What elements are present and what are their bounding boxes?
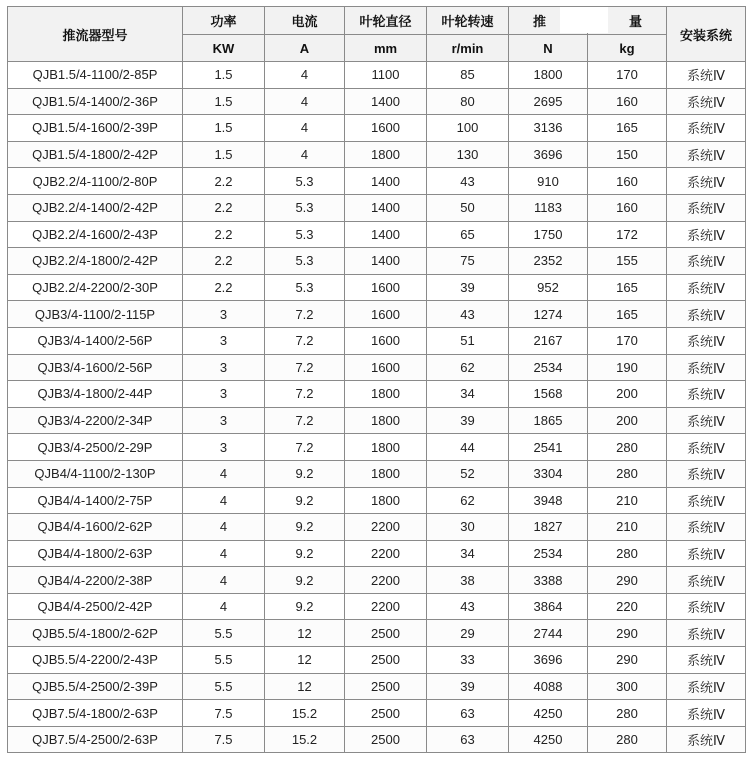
cell-weight: 290: [588, 647, 667, 674]
cell-model: QJB3/4-1800/2-44P: [8, 381, 183, 408]
table-row: [8, 194, 746, 221]
cell-thrust: 1800: [509, 62, 588, 89]
cell-power: 1.5: [183, 141, 265, 168]
cell-model: QJB4/4-2500/2-42P: [8, 593, 183, 620]
cell-thrust: 3304: [509, 460, 588, 487]
cell-speed: 62: [427, 354, 509, 381]
cell-thrust: 1274: [509, 301, 588, 328]
unit-weight: kg: [588, 35, 667, 62]
table-row: [8, 567, 746, 594]
cell-model: QJB2.2/4-1100/2-80P: [8, 168, 183, 195]
cell-power: 5.5: [183, 673, 265, 700]
table-row: [8, 354, 746, 381]
cell-weight: 280: [588, 700, 667, 727]
cell-diameter: 1400: [345, 88, 427, 115]
cell-model: QJB2.2/4-1400/2-42P: [8, 194, 183, 221]
cell-speed: 63: [427, 700, 509, 727]
cell-thrust: 2534: [509, 354, 588, 381]
cell-weight: 160: [588, 168, 667, 195]
table-row: [8, 301, 746, 328]
cell-model: QJB1.5/4-1600/2-39P: [8, 115, 183, 142]
cell-system: 系统Ⅳ: [667, 434, 746, 461]
table-row: [8, 700, 746, 727]
header-diameter: 叶轮直径: [345, 7, 427, 35]
cell-weight: 200: [588, 381, 667, 408]
header-current: 电流: [265, 7, 345, 35]
cell-power: 4: [183, 540, 265, 567]
cell-diameter: 1800: [345, 460, 427, 487]
cell-speed: 63: [427, 726, 509, 753]
header-row-names: [8, 7, 746, 35]
cell-weight: 155: [588, 248, 667, 275]
cell-power: 7.5: [183, 726, 265, 753]
cell-speed: 39: [427, 673, 509, 700]
cell-power: 4: [183, 593, 265, 620]
table-row: [8, 381, 746, 408]
cell-system: 系统Ⅳ: [667, 381, 746, 408]
cell-thrust: 2541: [509, 434, 588, 461]
cell-diameter: 1600: [345, 327, 427, 354]
cell-thrust: 3388: [509, 567, 588, 594]
cell-current: 4: [265, 88, 345, 115]
cell-current: 7.2: [265, 434, 345, 461]
cell-power: 4: [183, 487, 265, 514]
table-row: [8, 620, 746, 647]
cell-diameter: 1400: [345, 168, 427, 195]
cell-speed: 65: [427, 221, 509, 248]
cell-system: 系统Ⅳ: [667, 62, 746, 89]
unit-power: KW: [183, 35, 265, 62]
cell-weight: 220: [588, 593, 667, 620]
cell-current: 9.2: [265, 487, 345, 514]
cell-power: 3: [183, 301, 265, 328]
header-power: 功率: [183, 7, 265, 35]
cell-thrust: 2534: [509, 540, 588, 567]
cell-thrust: 1750: [509, 221, 588, 248]
cell-speed: 43: [427, 593, 509, 620]
cell-weight: 300: [588, 673, 667, 700]
unit-thrust: N: [509, 35, 588, 62]
cell-current: 5.3: [265, 248, 345, 275]
table-row: [8, 673, 746, 700]
table-row: [8, 487, 746, 514]
cell-power: 2.2: [183, 221, 265, 248]
cell-thrust: 2695: [509, 88, 588, 115]
cell-weight: 172: [588, 221, 667, 248]
cell-thrust: 952: [509, 274, 588, 301]
cell-model: QJB1.5/4-1400/2-36P: [8, 88, 183, 115]
cell-power: 2.2: [183, 274, 265, 301]
cell-system: 系统Ⅳ: [667, 726, 746, 753]
spec-table-container: [7, 6, 745, 753]
cell-power: 1.5: [183, 88, 265, 115]
cell-speed: 39: [427, 274, 509, 301]
cell-weight: 165: [588, 274, 667, 301]
cell-diameter: 2200: [345, 567, 427, 594]
cell-speed: 75: [427, 248, 509, 275]
cell-diameter: 1800: [345, 487, 427, 514]
header-model: 推流器型号: [8, 7, 183, 62]
cell-speed: 100: [427, 115, 509, 142]
cell-diameter: 1600: [345, 301, 427, 328]
cell-power: 3: [183, 354, 265, 381]
cell-speed: 39: [427, 407, 509, 434]
cell-power: 5.5: [183, 620, 265, 647]
cell-current: 15.2: [265, 700, 345, 727]
cell-model: QJB3/4-1600/2-56P: [8, 354, 183, 381]
cell-model: QJB3/4-1100/2-115P: [8, 301, 183, 328]
cell-model: QJB1.5/4-1100/2-85P: [8, 62, 183, 89]
cell-system: 系统Ⅳ: [667, 301, 746, 328]
cell-diameter: 2500: [345, 647, 427, 674]
cell-thrust: 4250: [509, 726, 588, 753]
table-row: [8, 221, 746, 248]
cell-power: 4: [183, 460, 265, 487]
table-row: [8, 514, 746, 541]
cell-diameter: 1800: [345, 434, 427, 461]
cell-model: QJB5.5/4-1800/2-62P: [8, 620, 183, 647]
cell-model: QJB3/4-2500/2-29P: [8, 434, 183, 461]
mixer-spec-table: [7, 6, 746, 753]
cell-weight: 280: [588, 460, 667, 487]
table-row: [8, 726, 746, 753]
cell-weight: 190: [588, 354, 667, 381]
cell-speed: 52: [427, 460, 509, 487]
cell-model: QJB3/4-2200/2-34P: [8, 407, 183, 434]
table-row: [8, 141, 746, 168]
cell-power: 4: [183, 514, 265, 541]
cell-system: 系统Ⅳ: [667, 221, 746, 248]
redaction-mask: [560, 7, 608, 33]
table-row: [8, 540, 746, 567]
cell-diameter: 1100: [345, 62, 427, 89]
cell-current: 12: [265, 673, 345, 700]
table-row: [8, 62, 746, 89]
cell-model: QJB2.2/4-1600/2-43P: [8, 221, 183, 248]
cell-model: QJB2.2/4-2200/2-30P: [8, 274, 183, 301]
cell-thrust: 3696: [509, 141, 588, 168]
cell-weight: 160: [588, 194, 667, 221]
cell-thrust: 3136: [509, 115, 588, 142]
cell-thrust: 3696: [509, 647, 588, 674]
cell-model: QJB4/4-2200/2-38P: [8, 567, 183, 594]
cell-power: 3: [183, 327, 265, 354]
header-weight: 量: [588, 7, 667, 35]
cell-weight: 160: [588, 88, 667, 115]
cell-system: 系统Ⅳ: [667, 141, 746, 168]
cell-current: 9.2: [265, 567, 345, 594]
cell-thrust: 2352: [509, 248, 588, 275]
cell-diameter: 2500: [345, 700, 427, 727]
cell-current: 12: [265, 647, 345, 674]
cell-system: 系统Ⅳ: [667, 354, 746, 381]
cell-system: 系统Ⅳ: [667, 487, 746, 514]
cell-current: 5.3: [265, 194, 345, 221]
cell-current: 9.2: [265, 514, 345, 541]
table-row: [8, 88, 746, 115]
table-row: [8, 593, 746, 620]
cell-diameter: 2200: [345, 593, 427, 620]
cell-system: 系统Ⅳ: [667, 620, 746, 647]
cell-speed: 38: [427, 567, 509, 594]
table-row: [8, 168, 746, 195]
cell-diameter: 1400: [345, 194, 427, 221]
cell-thrust: 3948: [509, 487, 588, 514]
cell-diameter: 1400: [345, 221, 427, 248]
cell-weight: 200: [588, 407, 667, 434]
cell-thrust: 1568: [509, 381, 588, 408]
cell-current: 5.3: [265, 221, 345, 248]
cell-thrust: 4088: [509, 673, 588, 700]
cell-power: 4: [183, 567, 265, 594]
cell-system: 系统Ⅳ: [667, 567, 746, 594]
cell-speed: 130: [427, 141, 509, 168]
cell-weight: 210: [588, 487, 667, 514]
cell-current: 12: [265, 620, 345, 647]
cell-system: 系统Ⅳ: [667, 194, 746, 221]
cell-model: QJB2.2/4-1800/2-42P: [8, 248, 183, 275]
unit-speed: r/min: [427, 35, 509, 62]
cell-speed: 30: [427, 514, 509, 541]
table-row: [8, 248, 746, 275]
cell-diameter: 2500: [345, 620, 427, 647]
cell-speed: 34: [427, 381, 509, 408]
cell-weight: 210: [588, 514, 667, 541]
cell-power: 3: [183, 407, 265, 434]
cell-system: 系统Ⅳ: [667, 327, 746, 354]
cell-speed: 51: [427, 327, 509, 354]
cell-model: QJB7.5/4-2500/2-63P: [8, 726, 183, 753]
cell-thrust: 1865: [509, 407, 588, 434]
table-row: [8, 327, 746, 354]
header-thrust: 推: [509, 7, 588, 35]
cell-weight: 280: [588, 540, 667, 567]
cell-diameter: 1600: [345, 274, 427, 301]
cell-model: QJB4/4-1100/2-130P: [8, 460, 183, 487]
cell-power: 7.5: [183, 700, 265, 727]
cell-system: 系统Ⅳ: [667, 88, 746, 115]
cell-weight: 170: [588, 62, 667, 89]
cell-current: 5.3: [265, 168, 345, 195]
cell-weight: 290: [588, 567, 667, 594]
cell-power: 2.2: [183, 248, 265, 275]
table-body: [8, 62, 746, 753]
cell-diameter: 1800: [345, 407, 427, 434]
cell-speed: 33: [427, 647, 509, 674]
table-row: [8, 407, 746, 434]
cell-weight: 280: [588, 726, 667, 753]
cell-current: 4: [265, 62, 345, 89]
cell-weight: 165: [588, 115, 667, 142]
cell-speed: 50: [427, 194, 509, 221]
cell-weight: 290: [588, 620, 667, 647]
cell-system: 系统Ⅳ: [667, 115, 746, 142]
unit-current: A: [265, 35, 345, 62]
cell-current: 7.2: [265, 381, 345, 408]
cell-diameter: 2500: [345, 673, 427, 700]
table-row: [8, 434, 746, 461]
cell-system: 系统Ⅳ: [667, 274, 746, 301]
cell-thrust: 2744: [509, 620, 588, 647]
cell-speed: 43: [427, 301, 509, 328]
cell-current: 4: [265, 141, 345, 168]
cell-weight: 170: [588, 327, 667, 354]
cell-current: 9.2: [265, 460, 345, 487]
cell-thrust: 910: [509, 168, 588, 195]
cell-current: 7.2: [265, 407, 345, 434]
header-speed: 叶轮转速: [427, 7, 509, 35]
cell-current: 15.2: [265, 726, 345, 753]
cell-system: 系统Ⅳ: [667, 540, 746, 567]
cell-current: 5.3: [265, 274, 345, 301]
cell-model: QJB4/4-1600/2-62P: [8, 514, 183, 541]
cell-system: 系统Ⅳ: [667, 593, 746, 620]
cell-model: QJB3/4-1400/2-56P: [8, 327, 183, 354]
cell-speed: 85: [427, 62, 509, 89]
cell-diameter: 2500: [345, 726, 427, 753]
cell-thrust: 1183: [509, 194, 588, 221]
cell-thrust: 3864: [509, 593, 588, 620]
cell-model: QJB5.5/4-2200/2-43P: [8, 647, 183, 674]
cell-weight: 280: [588, 434, 667, 461]
cell-current: 7.2: [265, 354, 345, 381]
cell-diameter: 2200: [345, 514, 427, 541]
cell-current: 7.2: [265, 301, 345, 328]
cell-model: QJB4/4-1400/2-75P: [8, 487, 183, 514]
cell-current: 7.2: [265, 327, 345, 354]
cell-system: 系统Ⅳ: [667, 248, 746, 275]
cell-current: 4: [265, 115, 345, 142]
cell-power: 2.2: [183, 168, 265, 195]
cell-speed: 44: [427, 434, 509, 461]
cell-current: 9.2: [265, 540, 345, 567]
cell-weight: 165: [588, 301, 667, 328]
cell-power: 1.5: [183, 62, 265, 89]
cell-thrust: 1827: [509, 514, 588, 541]
cell-diameter: 1600: [345, 354, 427, 381]
cell-current: 9.2: [265, 593, 345, 620]
header-system: 安装系统: [667, 7, 746, 62]
cell-weight: 150: [588, 141, 667, 168]
cell-speed: 62: [427, 487, 509, 514]
unit-diameter: mm: [345, 35, 427, 62]
cell-thrust: 2167: [509, 327, 588, 354]
cell-speed: 80: [427, 88, 509, 115]
cell-model: QJB4/4-1800/2-63P: [8, 540, 183, 567]
cell-model: QJB5.5/4-2500/2-39P: [8, 673, 183, 700]
cell-speed: 34: [427, 540, 509, 567]
cell-power: 1.5: [183, 115, 265, 142]
cell-power: 3: [183, 381, 265, 408]
cell-system: 系统Ⅳ: [667, 407, 746, 434]
table-row: [8, 274, 746, 301]
cell-diameter: 1800: [345, 141, 427, 168]
cell-speed: 29: [427, 620, 509, 647]
cell-power: 5.5: [183, 647, 265, 674]
cell-diameter: 1600: [345, 115, 427, 142]
cell-system: 系统Ⅳ: [667, 673, 746, 700]
cell-diameter: 2200: [345, 540, 427, 567]
cell-system: 系统Ⅳ: [667, 700, 746, 727]
cell-model: QJB7.5/4-1800/2-63P: [8, 700, 183, 727]
cell-speed: 43: [427, 168, 509, 195]
cell-system: 系统Ⅳ: [667, 460, 746, 487]
cell-power: 2.2: [183, 194, 265, 221]
cell-system: 系统Ⅳ: [667, 514, 746, 541]
cell-power: 3: [183, 434, 265, 461]
table-row: [8, 460, 746, 487]
cell-system: 系统Ⅳ: [667, 647, 746, 674]
table-row: [8, 647, 746, 674]
cell-diameter: 1400: [345, 248, 427, 275]
table-row: [8, 115, 746, 142]
cell-model: QJB1.5/4-1800/2-42P: [8, 141, 183, 168]
cell-thrust: 4250: [509, 700, 588, 727]
cell-diameter: 1800: [345, 381, 427, 408]
cell-system: 系统Ⅳ: [667, 168, 746, 195]
